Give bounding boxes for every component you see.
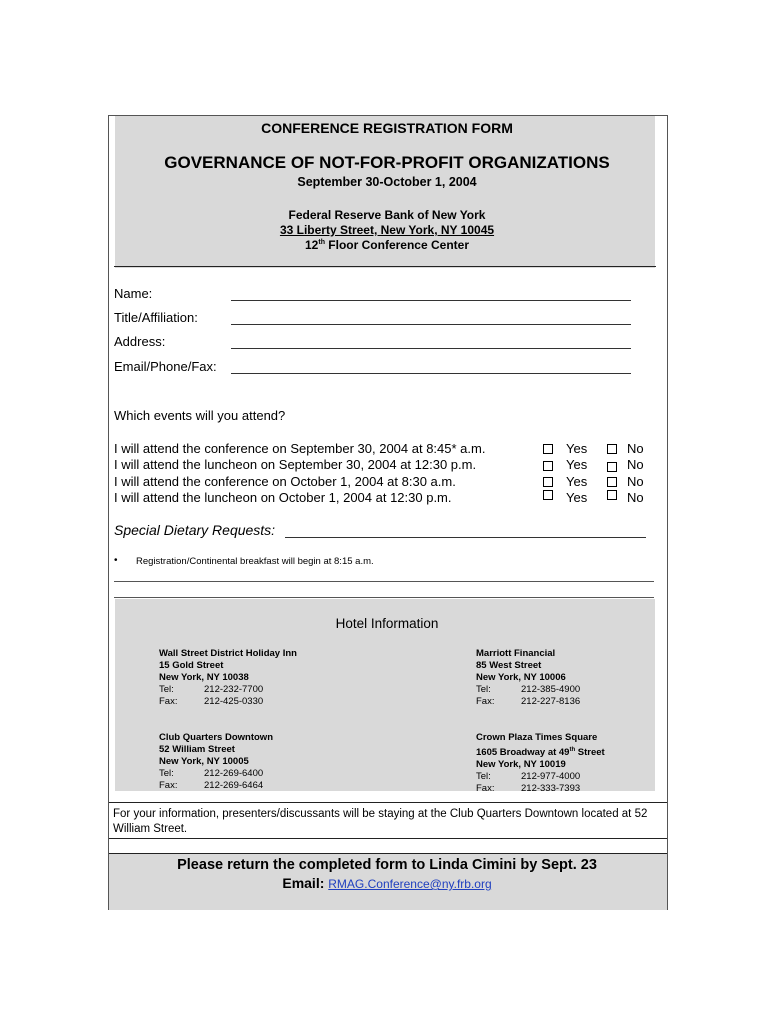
title-label: Title/Affiliation:	[114, 310, 198, 325]
hotel-title: Hotel Information	[335, 616, 439, 631]
no-checkbox[interactable]	[607, 462, 617, 472]
hotel-entry	[159, 732, 273, 792]
hotel-name: Crown Plaza Times Square	[476, 732, 598, 743]
dietary-label: Special Dietary Requests:	[114, 522, 276, 538]
address-field[interactable]	[231, 348, 631, 349]
hotel-tel: 212-269-6400	[204, 768, 264, 779]
yes-checkbox[interactable]	[543, 444, 553, 454]
conference-name: GOVERNANCE OF NOT-FOR-PROFIT ORGANIZATIONS	[164, 153, 610, 172]
return-instructions: Please return the completed form to Linda Cimini by Sept. 23	[177, 857, 597, 873]
hotel-tel: 212-385-4900	[521, 684, 581, 695]
name-field[interactable]	[231, 300, 631, 301]
hotel-tel: 212-232-7700	[204, 684, 264, 695]
yes-checkbox[interactable]	[543, 490, 553, 500]
hotel-entry	[476, 648, 580, 708]
hotel-street: 15 Gold Street	[159, 660, 224, 671]
form-title: CONFERENCE REGISTRATION FORM	[261, 120, 513, 136]
hotel-tel: 212-977-4000	[521, 771, 581, 783]
fax-label: Fax:	[476, 783, 495, 795]
hotel-fax: 212-333-7393	[521, 783, 581, 795]
fax-label: Fax:	[159, 696, 178, 707]
breakfast-note: Registration/Continental breakfast will begin at 8:15 a.m.	[136, 556, 374, 567]
hotel-name: Wall Street District Holiday Inn	[159, 648, 297, 659]
info-divider-bottom	[109, 838, 667, 839]
tel-label: Tel:	[159, 768, 174, 779]
event-item: I will attend the luncheon on October 1, 2004 at 12:30 p.m.	[114, 490, 452, 505]
hotel-name: Club Quarters Downtown	[159, 732, 273, 743]
no-checkbox[interactable]	[607, 444, 617, 454]
presenters-info: For your information, presenters/discussants will be staying at the Club Quarters Downtown located at 52 William Street.	[113, 808, 648, 835]
hotel-city: New York, NY 10038	[159, 672, 249, 683]
yes-label: Yes	[566, 457, 588, 472]
name-label: Name:	[114, 286, 153, 301]
hotel-name: Marriott Financial	[476, 648, 556, 659]
registration-form	[108, 115, 668, 910]
hotel-city: New York, NY 10019	[476, 759, 566, 771]
venue-address: 33 Liberty Street, New York, NY 10045	[279, 223, 495, 237]
tel-label: Tel:	[476, 771, 491, 783]
hotel-street: 52 William Street	[159, 744, 235, 755]
fax-label: Fax:	[476, 696, 495, 707]
venue-floor: 12th Floor Conference Center	[305, 238, 469, 252]
tel-label: Tel:	[159, 684, 174, 695]
fax-label: Fax:	[159, 780, 178, 791]
yes-label: Yes	[566, 474, 588, 489]
address-label: Address:	[114, 334, 166, 349]
no-label: No	[627, 474, 644, 489]
events-question: Which events will you attend?	[114, 408, 286, 423]
hotel-city: New York, NY 10006	[476, 672, 566, 683]
hotel-fax: 212-227-8136	[521, 696, 581, 707]
event-item: I will attend the conference on September 30, 2004 at 8:45* a.m.	[114, 441, 486, 456]
hotel-divider	[114, 597, 654, 598]
hotel-fax: 212-425-0330	[204, 696, 264, 707]
event-item: I will attend the luncheon on September 30, 2004 at 12:30 p.m.	[114, 457, 477, 472]
hotel-street: 1605 Broadway at 49th Street	[476, 747, 605, 759]
email-label: Email:	[282, 875, 325, 891]
yes-label: Yes	[566, 490, 588, 505]
contact-label: Email/Phone/Fax:	[114, 359, 217, 374]
hotel-fax: 212-269-6464	[204, 780, 264, 791]
no-checkbox[interactable]	[607, 490, 617, 500]
tel-label: Tel:	[476, 684, 491, 695]
note-divider	[114, 581, 654, 582]
header-divider	[114, 266, 656, 267]
venue-name: Federal Reserve Bank of New York	[288, 208, 486, 222]
no-label: No	[627, 457, 644, 472]
yes-checkbox[interactable]	[543, 461, 553, 471]
yes-label: Yes	[566, 441, 588, 456]
title-field[interactable]	[231, 324, 631, 325]
hotel-street: 85 West Street	[476, 660, 542, 671]
yes-checkbox[interactable]	[543, 477, 553, 487]
email-link[interactable]: RMAG.Conference@ny.frb.org	[328, 877, 492, 891]
contact-field[interactable]	[231, 373, 631, 374]
email-line	[109, 875, 665, 891]
info-divider-top	[109, 802, 667, 803]
no-checkbox[interactable]	[607, 477, 617, 487]
event-item: I will attend the conference on October 1, 2004 at 8:30 a.m.	[114, 474, 456, 489]
hotel-city: New York, NY 10005	[159, 756, 249, 767]
no-label: No	[627, 441, 644, 456]
conference-dates: September 30-October 1, 2004	[297, 175, 477, 189]
hotel-entry	[476, 732, 605, 795]
no-label: No	[627, 490, 644, 505]
note-bullet: •	[114, 555, 118, 566]
hotel-entry	[159, 648, 297, 708]
dietary-field[interactable]	[285, 537, 646, 538]
